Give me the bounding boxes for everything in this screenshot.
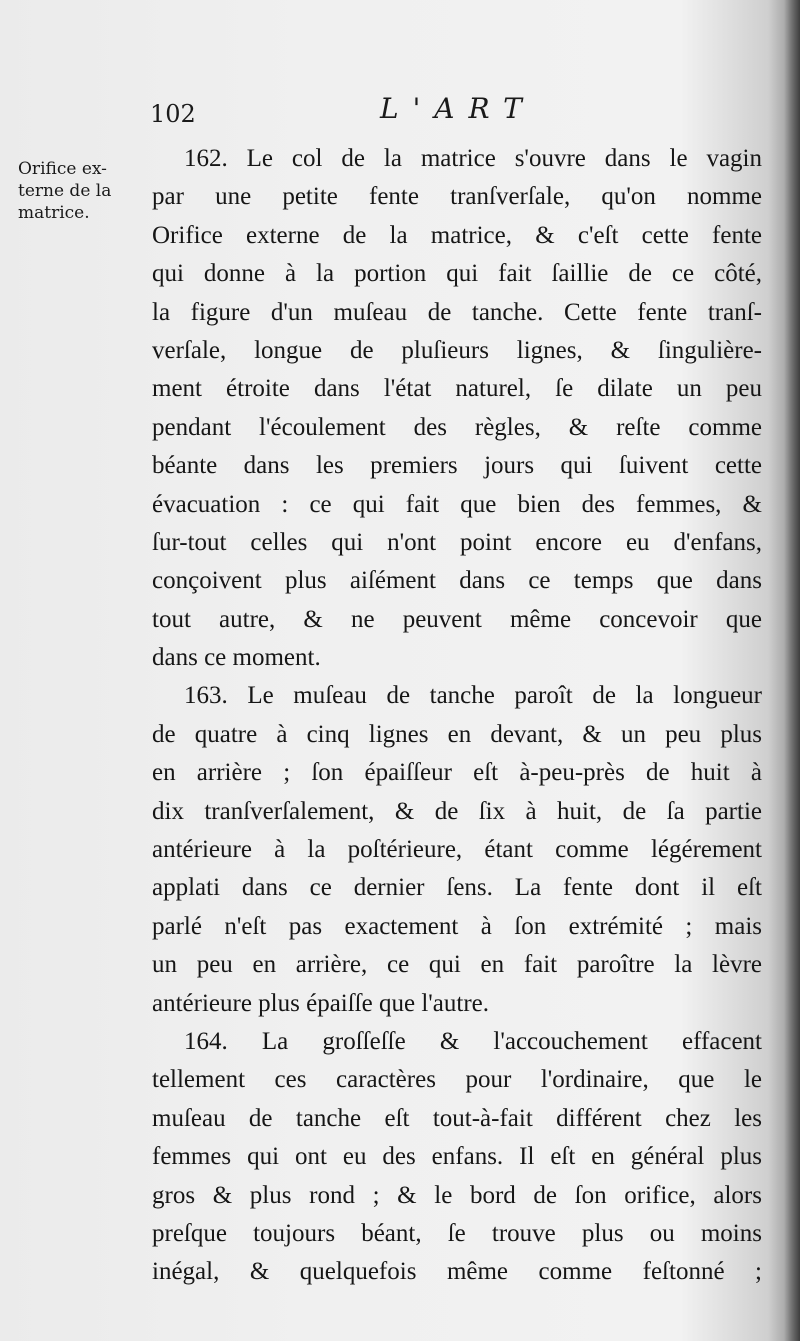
running-head: L'ART <box>380 92 536 125</box>
text-line: femmes qui ont eu des enfans. Il eſt en général plus <box>152 1143 762 1171</box>
text-line: parlé n'eſt pas exactement à ſon extrémité ; mais <box>152 912 762 940</box>
text-line: muſeau de tanche eſt tout-à-fait différent chez les <box>152 1104 762 1132</box>
text-line: un peu en arrière, ce qui en fait paroître la lèvre <box>152 951 762 979</box>
text-line: antérieure plus épaiſſe que l'autre. <box>152 989 489 1017</box>
text-line: verſale, longue de pluſieurs lignes, & ſingulière- <box>152 336 762 364</box>
text-line: qui donne à la portion qui fait ſaillie de ce côté, <box>152 260 762 288</box>
body-text <box>152 140 762 1292</box>
page-header <box>150 92 750 132</box>
text-line: dix tranſverſalement, & de ſix à huit, de ſa partie <box>152 797 762 825</box>
page-number: 102 <box>150 100 196 128</box>
paragraph-164 <box>152 1023 762 1292</box>
text-line: béante dans les premiers jours qui ſuivent cette <box>152 452 762 480</box>
text-line: gros & plus rond ; & le bord de ſon orifice, alors <box>152 1181 762 1209</box>
text-line: évacuation : ce qui fait que bien des femmes, & <box>152 490 762 518</box>
text-line: dans ce moment. <box>152 644 321 672</box>
text-line: 164. La groſſeſſe & l'accouchement effacent <box>184 1027 762 1055</box>
text-line: de quatre à cinq lignes en devant, & un peu plus <box>152 720 762 748</box>
margin-note-line: matrice. <box>18 203 90 223</box>
margin-note-line: Orifice ex- <box>18 159 107 179</box>
text-line: Orifice externe de la matrice, & c'eſt cette fente <box>152 221 762 249</box>
text-line: ment étroite dans l'état naturel, ſe dilate un peu <box>152 375 762 403</box>
text-line: 162. Le col de la matrice s'ouvre dans le vagin <box>184 145 762 172</box>
text-line: applati dans ce dernier ſens. La fente dont il eſt <box>152 874 762 902</box>
margin-note-line: terne de la <box>18 181 112 201</box>
paragraph-162 <box>152 140 762 677</box>
text-line: conçoivent plus aiſément dans ce temps que dans <box>152 567 762 595</box>
text-line: pendant l'écoulement des règles, & reſte comme <box>152 413 762 441</box>
text-line: preſque toujours béant, ſe trouve plus ou moins <box>152 1219 762 1247</box>
margin-note <box>18 158 148 224</box>
page-edge-shadow <box>784 0 800 1341</box>
text-line: ſur-tout celles qui n'ont point encore eu d'enfans, <box>152 528 762 556</box>
text-line: antérieure à la poſtérieure, étant comme légérement <box>152 836 762 864</box>
text-line: 163. Le muſeau de tanche paroît de la longueur <box>184 682 762 710</box>
text-line: tout autre, & ne peuvent même concevoir que <box>152 605 762 633</box>
text-line: tellement ces caractères pour l'ordinaire, que le <box>152 1066 762 1094</box>
text-line: en arrière ; ſon épaiſſeur eſt à-peu-près de huit à <box>152 759 762 787</box>
paragraph-163 <box>152 677 762 1023</box>
text-line: la figure d'un muſeau de tanche. Cette fente tranſ- <box>152 298 762 326</box>
text-line: inégal, & quelquefois même comme feſtonné ; <box>152 1258 762 1286</box>
text-line: par une petite fente tranſverſale, qu'on nomme <box>152 183 762 211</box>
